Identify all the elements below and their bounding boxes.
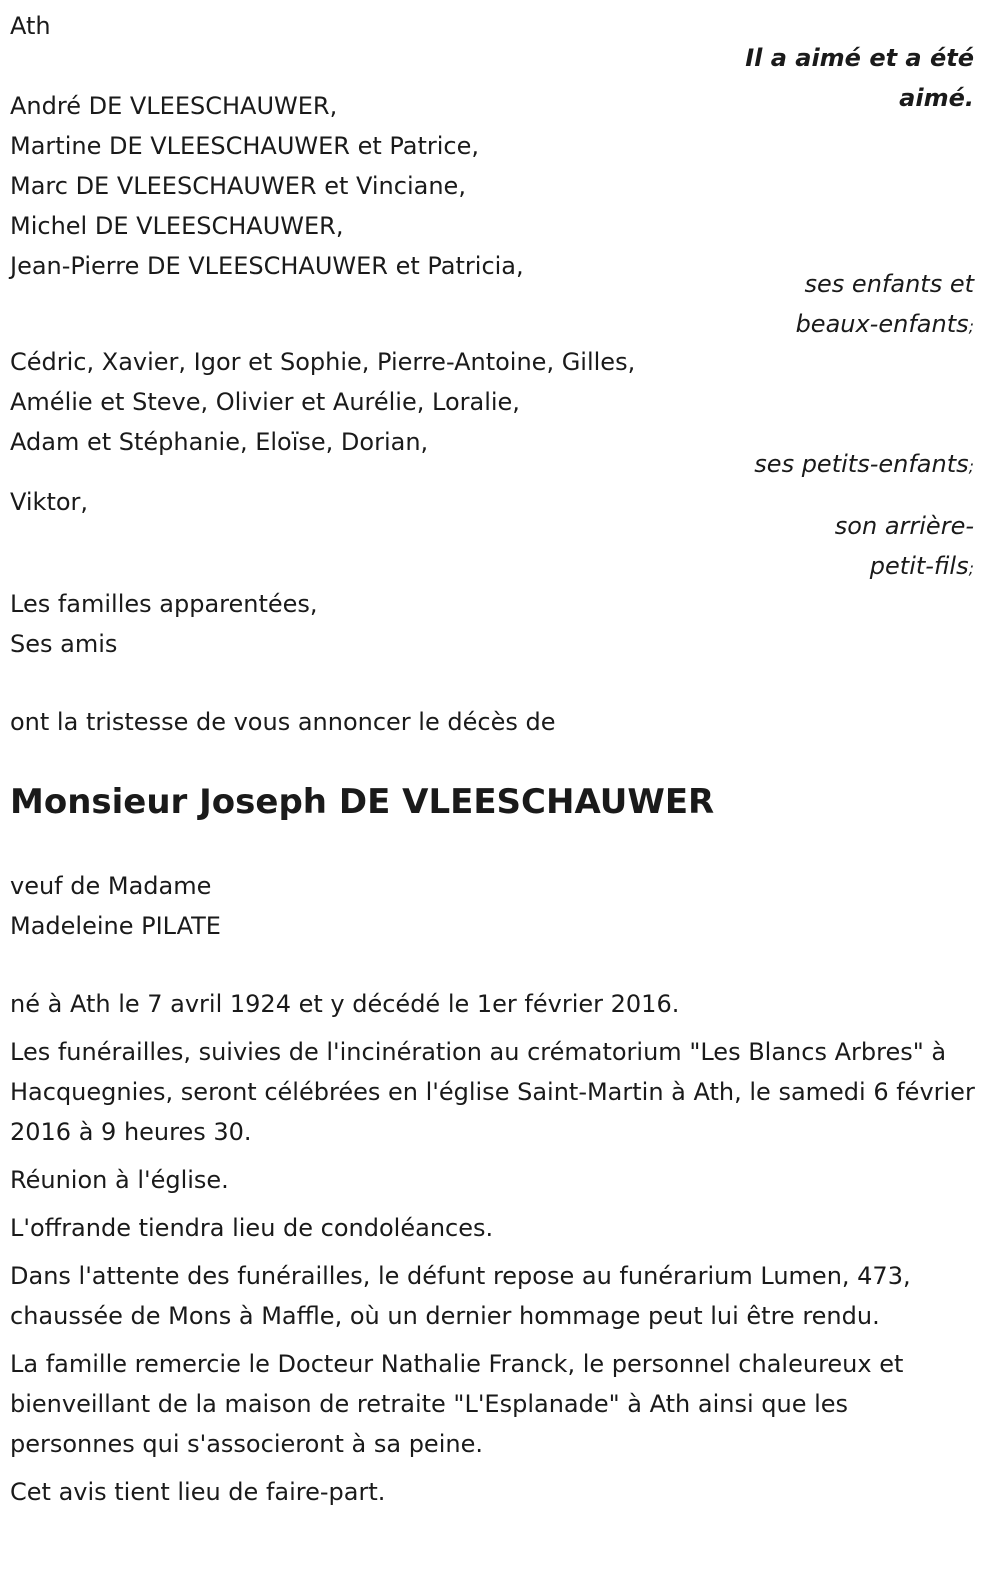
others-line: Ses amis (10, 630, 118, 658)
great-grandchildren-list (10, 482, 88, 522)
widower-line: veuf de Madame (10, 872, 212, 900)
announcement: ont la tristesse de vous annoncer le décès de (10, 708, 556, 736)
child-name: Jean-Pierre DE VLEESCHAUWER et Patricia, (10, 252, 524, 280)
details-paragraphs (10, 984, 975, 1520)
grandchildren-list (10, 342, 635, 462)
grandchild-name: Amélie et Steve, Olivier et Aurélie, Loralie, (10, 388, 520, 416)
children-relation-line2: beaux-enfants (795, 310, 969, 338)
children-relation-line1: ses enfants et (804, 270, 974, 298)
widower-info (10, 866, 221, 946)
location: Ath (10, 12, 51, 40)
funerarium-paragraph: Dans l'attente des funérailles, le défunt repose au funérarium Lumen, 473, chaussée de Mons à Maffle, où un dernier hommage peut lui être rendu. (10, 1262, 911, 1330)
grandchild-name: Adam et Stéphanie, Eloïse, Dorian, (10, 428, 429, 456)
great-grandchildren-relation-punct: ; (968, 559, 974, 578)
widower-line: Madeleine PILATE (10, 912, 221, 940)
great-grandchildren-relation-line2: petit-fils (869, 552, 969, 580)
birth-death-paragraph: né à Ath le 7 avril 1924 et y décédé le 1er février 2016. (10, 990, 680, 1018)
thanks-paragraph: La famille remercie le Docteur Nathalie Franck, le personnel chaleureux et bienveillant de la maison de retraite "L'Esplanade" à Ath ainsi que les personnes qui s'associeront à sa peine. (10, 1350, 904, 1458)
grandchildren-relation-text: ses petits-enfants (754, 450, 969, 478)
children-list (10, 86, 524, 286)
great-grandchildren-relation (734, 506, 974, 586)
child-name: Michel DE VLEESCHAUWER, (10, 212, 344, 240)
notice-paragraph: Cet avis tient lieu de faire-part. (10, 1478, 386, 1506)
child-name: Marc DE VLEESCHAUWER et Vinciane, (10, 172, 466, 200)
grandchildren-relation-punct: ; (968, 457, 974, 476)
funeral-paragraph: Les funérailles, suivies de l'incinération au crématorium "Les Blancs Arbres" à Hacquegnies, seront célébrées en l'église Saint-Martin à Ath, le samedi 6 février 2016 à 9 heures 30. (10, 1038, 975, 1146)
others-list (10, 584, 318, 664)
offering-paragraph: L'offrande tiendra lieu de condoléances. (10, 1214, 494, 1242)
child-name: Martine DE VLEESCHAUWER et Patrice, (10, 132, 480, 160)
deceased-name: Monsieur Joseph DE VLEESCHAUWER (10, 782, 715, 822)
others-line: Les familles apparentées, (10, 590, 318, 618)
grandchildren-relation (674, 444, 974, 487)
grandchild-name: Cédric, Xavier, Igor et Sophie, Pierre-Antoine, Gilles, (10, 348, 636, 376)
child-name: André DE VLEESCHAUWER, (10, 92, 338, 120)
great-grandchild-name: Viktor, (10, 488, 89, 516)
children-relation (734, 264, 974, 344)
meeting-paragraph: Réunion à l'église. (10, 1166, 229, 1194)
great-grandchildren-relation-line1: son arrière- (834, 512, 974, 540)
motto: Il a aimé et a été aimé. (745, 44, 974, 112)
children-relation-punct: ; (968, 317, 974, 336)
